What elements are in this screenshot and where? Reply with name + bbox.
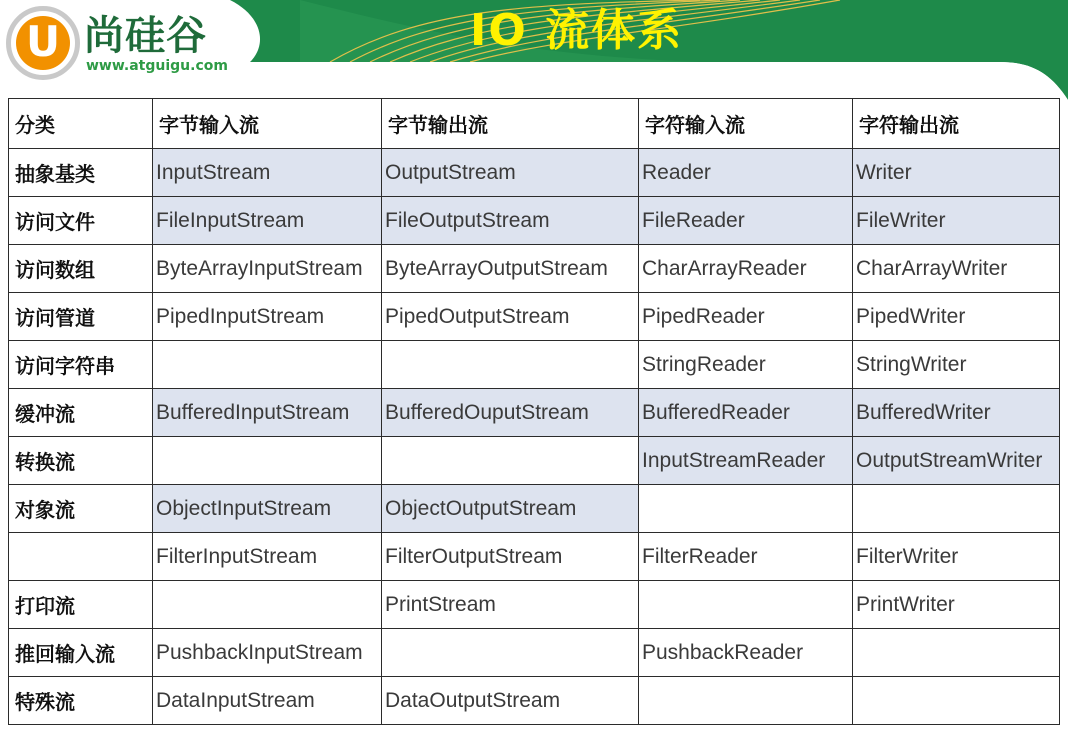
table-cell: DataInputStream — [153, 677, 382, 725]
table-cell: ObjectInputStream — [153, 485, 382, 533]
table-row — [9, 677, 1060, 725]
table-cell — [853, 485, 1060, 533]
table-cell — [639, 485, 853, 533]
row-category: 推回输入流 — [9, 629, 153, 677]
row-category — [9, 533, 153, 581]
row-category: 抽象基类 — [9, 149, 153, 197]
table-cell: FileOutputStream — [382, 197, 639, 245]
table-row — [9, 245, 1060, 293]
table-cell: ByteArrayInputStream — [153, 245, 382, 293]
table-cell — [153, 341, 382, 389]
table-cell — [382, 629, 639, 677]
table-cell: PushbackInputStream — [153, 629, 382, 677]
column-header: 字符输入流 — [639, 99, 853, 149]
table-cell — [853, 677, 1060, 725]
table-row — [9, 533, 1060, 581]
row-category: 访问文件 — [9, 197, 153, 245]
table-cell: FileInputStream — [153, 197, 382, 245]
logo-badge — [6, 6, 80, 80]
table-cell — [639, 581, 853, 629]
table-cell: StringReader — [639, 341, 853, 389]
row-category: 对象流 — [9, 485, 153, 533]
logo-wordmark: 尚硅谷 — [84, 13, 207, 59]
io-stream-table — [8, 98, 1060, 725]
table-cell: BufferedInputStream — [153, 389, 382, 437]
table-cell: BufferedOuputStream — [382, 389, 639, 437]
table-cell: CharArrayReader — [639, 245, 853, 293]
table-cell: DataOutputStream — [382, 677, 639, 725]
table-cell — [153, 437, 382, 485]
table-cell: FilterInputStream — [153, 533, 382, 581]
table-row — [9, 437, 1060, 485]
table-cell: InputStreamReader — [639, 437, 853, 485]
table-cell: PrintWriter — [853, 581, 1060, 629]
table-cell: PipedWriter — [853, 293, 1060, 341]
table-row — [9, 341, 1060, 389]
column-header: 字符输出流 — [853, 99, 1060, 149]
table-cell — [639, 677, 853, 725]
table-row — [9, 581, 1060, 629]
table-cell — [853, 629, 1060, 677]
table-row — [9, 629, 1060, 677]
table-cell: StringWriter — [853, 341, 1060, 389]
table-cell — [382, 341, 639, 389]
table-cell: PrintStream — [382, 581, 639, 629]
table-cell: Reader — [639, 149, 853, 197]
table-cell: ObjectOutputStream — [382, 485, 639, 533]
row-category: 转换流 — [9, 437, 153, 485]
column-header: 字节输出流 — [382, 99, 639, 149]
table-cell: BufferedWriter — [853, 389, 1060, 437]
logo-letter: U — [16, 16, 70, 70]
table-cell: PipedInputStream — [153, 293, 382, 341]
page-title: IO 流体系 — [470, 5, 684, 56]
table-row — [9, 293, 1060, 341]
row-category: 访问字符串 — [9, 341, 153, 389]
table-row — [9, 149, 1060, 197]
logo-url: www.atguigu.com — [86, 58, 228, 74]
table-cell: FilterReader — [639, 533, 853, 581]
table-cell — [153, 581, 382, 629]
column-header: 分类 — [9, 99, 153, 149]
table-cell: FileWriter — [853, 197, 1060, 245]
table-cell: OutputStream — [382, 149, 639, 197]
table-row — [9, 389, 1060, 437]
table-cell: FilterOutputStream — [382, 533, 639, 581]
table-header-row — [9, 99, 1060, 149]
table-cell: OutputStreamWriter — [853, 437, 1060, 485]
table-cell: FileReader — [639, 197, 853, 245]
table-cell: FilterWriter — [853, 533, 1060, 581]
column-header: 字节输入流 — [153, 99, 382, 149]
row-category: 访问数组 — [9, 245, 153, 293]
table-cell: BufferedReader — [639, 389, 853, 437]
table-cell: ByteArrayOutputStream — [382, 245, 639, 293]
table-cell: PipedReader — [639, 293, 853, 341]
table-cell: InputStream — [153, 149, 382, 197]
row-category: 特殊流 — [9, 677, 153, 725]
table-cell: PushbackReader — [639, 629, 853, 677]
table-cell — [382, 437, 639, 485]
table-row — [9, 197, 1060, 245]
row-category: 访问管道 — [9, 293, 153, 341]
row-category: 缓冲流 — [9, 389, 153, 437]
table-cell: PipedOutputStream — [382, 293, 639, 341]
table-cell: CharArrayWriter — [853, 245, 1060, 293]
table-cell: Writer — [853, 149, 1060, 197]
row-category: 打印流 — [9, 581, 153, 629]
table-row — [9, 485, 1060, 533]
